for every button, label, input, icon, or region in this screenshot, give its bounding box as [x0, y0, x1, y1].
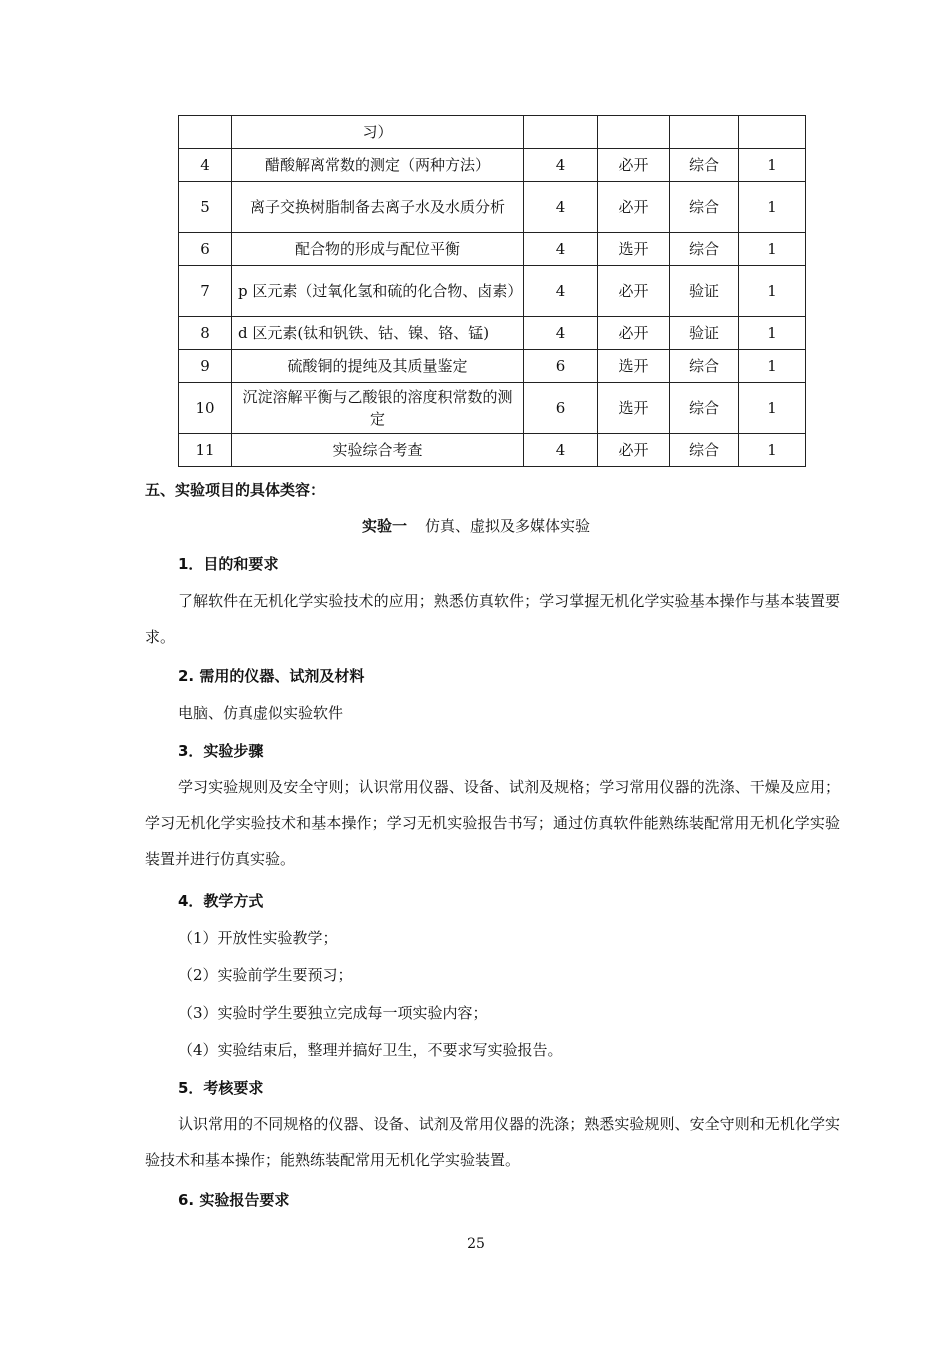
cell-category: 验证	[670, 266, 739, 317]
cell-no: 7	[179, 266, 232, 317]
cell-type: 选开	[598, 350, 670, 383]
cell-type: 必开	[598, 434, 670, 467]
cell-group: 1	[739, 434, 806, 467]
cell-no: 10	[179, 383, 232, 434]
paragraph-steps: 学习实验规则及安全守则；认识常用仪器、设备、试剂及规格；学习常用仪器的洗涤、干燥及应用；学习无机化学实验技术和基本操作；学习无机实验报告书写；通过仿真软件能熟练装配常用无机化学实验装置并进行仿真实验。	[145, 778, 840, 868]
table-row	[179, 350, 806, 383]
cell-no: 6	[179, 233, 232, 266]
cell-category: 综合	[670, 182, 739, 233]
cell-name: 离子交换树脂制备去离子水及水质分析	[232, 182, 524, 233]
cell-group: 1	[739, 182, 806, 233]
cell-name: 实验综合考查	[232, 434, 524, 467]
heading-assessment: 5．考核要求	[178, 1079, 264, 1097]
table-row	[179, 317, 806, 350]
list-item: （4）实验结束后，整理并搞好卫生，不要求写实验报告。	[178, 1041, 563, 1059]
cell-group: 1	[739, 350, 806, 383]
cell-name: 沉淀溶解平衡与乙酸银的溶度积常数的测定	[232, 383, 524, 434]
cell-name: 醋酸解离常数的测定（两种方法）	[232, 149, 524, 182]
heading-purpose: 1．目的和要求	[178, 555, 279, 573]
cell-no: 11	[179, 434, 232, 467]
cell-hours	[524, 116, 598, 149]
table-row	[179, 149, 806, 182]
cell-no	[179, 116, 232, 149]
cell-name: d 区元素(钛和钒铁、钴、镍、铬、锰)	[232, 317, 524, 350]
cell-name: 习）	[232, 116, 524, 149]
heading-report: 6. 实验报告要求	[178, 1191, 290, 1209]
table-row	[179, 266, 806, 317]
cell-no: 9	[179, 350, 232, 383]
paragraph-materials: 电脑、仿真虚似实验软件	[178, 704, 344, 722]
heading-teaching: 4．教学方式	[178, 892, 264, 910]
cell-hours: 4	[524, 233, 598, 266]
cell-name: p 区元素（过氧化氢和硫的化合物、卤素）	[232, 266, 524, 317]
cell-name: 硫酸铜的提纯及其质量鉴定	[232, 350, 524, 383]
cell-type	[598, 116, 670, 149]
paragraph-assessment: 认识常用的不同规格的仪器、设备、试剂及常用仪器的洗涤；熟悉实验规则、安全守则和无机化学实验技术和基本操作；能熟练装配常用无机化学实验装置。	[145, 1115, 840, 1169]
cell-hours: 4	[524, 149, 598, 182]
cell-no: 5	[179, 182, 232, 233]
cell-category: 综合	[670, 434, 739, 467]
cell-hours: 6	[524, 350, 598, 383]
table-row	[179, 434, 806, 467]
cell-hours: 4	[524, 317, 598, 350]
cell-type: 必开	[598, 182, 670, 233]
table-row	[179, 233, 806, 266]
cell-category	[670, 116, 739, 149]
cell-group: 1	[739, 317, 806, 350]
cell-group: 1	[739, 266, 806, 317]
cell-hours: 4	[524, 434, 598, 467]
table-row	[179, 116, 806, 149]
cell-type: 必开	[598, 317, 670, 350]
cell-category: 综合	[670, 350, 739, 383]
cell-group: 1	[739, 149, 806, 182]
cell-type: 选开	[598, 383, 670, 434]
cell-category: 综合	[670, 383, 739, 434]
cell-no: 4	[179, 149, 232, 182]
cell-type: 必开	[598, 266, 670, 317]
cell-no: 8	[179, 317, 232, 350]
page-number: 25	[467, 1236, 485, 1252]
experiment-lead: 实验一	[361, 517, 407, 535]
cell-group: 1	[739, 233, 806, 266]
section-title: 五、实验项目的具体类容：	[145, 481, 326, 499]
cell-category: 综合	[670, 233, 739, 266]
cell-hours: 6	[524, 383, 598, 434]
experiment-title	[0, 515, 952, 536]
experiment-table	[178, 115, 806, 467]
table-row	[179, 383, 806, 434]
cell-type: 必开	[598, 149, 670, 182]
cell-category: 验证	[670, 317, 739, 350]
list-item: （2）实验前学生要预习；	[178, 966, 353, 984]
list-item: （1）开放性实验教学；	[178, 929, 338, 947]
cell-name: 配合物的形成与配位平衡	[232, 233, 524, 266]
cell-category: 综合	[670, 149, 739, 182]
cell-hours: 4	[524, 182, 598, 233]
cell-group: 1	[739, 383, 806, 434]
cell-group	[739, 116, 806, 149]
paragraph-purpose: 了解软件在无机化学实验技术的应用；熟悉仿真软件；学习掌握无机化学实验基本操作与基本装置要求。	[145, 592, 840, 646]
list-item: （3）实验时学生要独立完成每一项实验内容；	[178, 1004, 488, 1022]
cell-type: 选开	[598, 233, 670, 266]
heading-steps: 3．实验步骤	[178, 742, 264, 760]
heading-materials: 2. 需用的仪器、试剂及材料	[178, 667, 365, 685]
table-row	[179, 182, 806, 233]
experiment-name: 仿真、虚拟及多媒体实验	[425, 517, 591, 535]
cell-hours: 4	[524, 266, 598, 317]
